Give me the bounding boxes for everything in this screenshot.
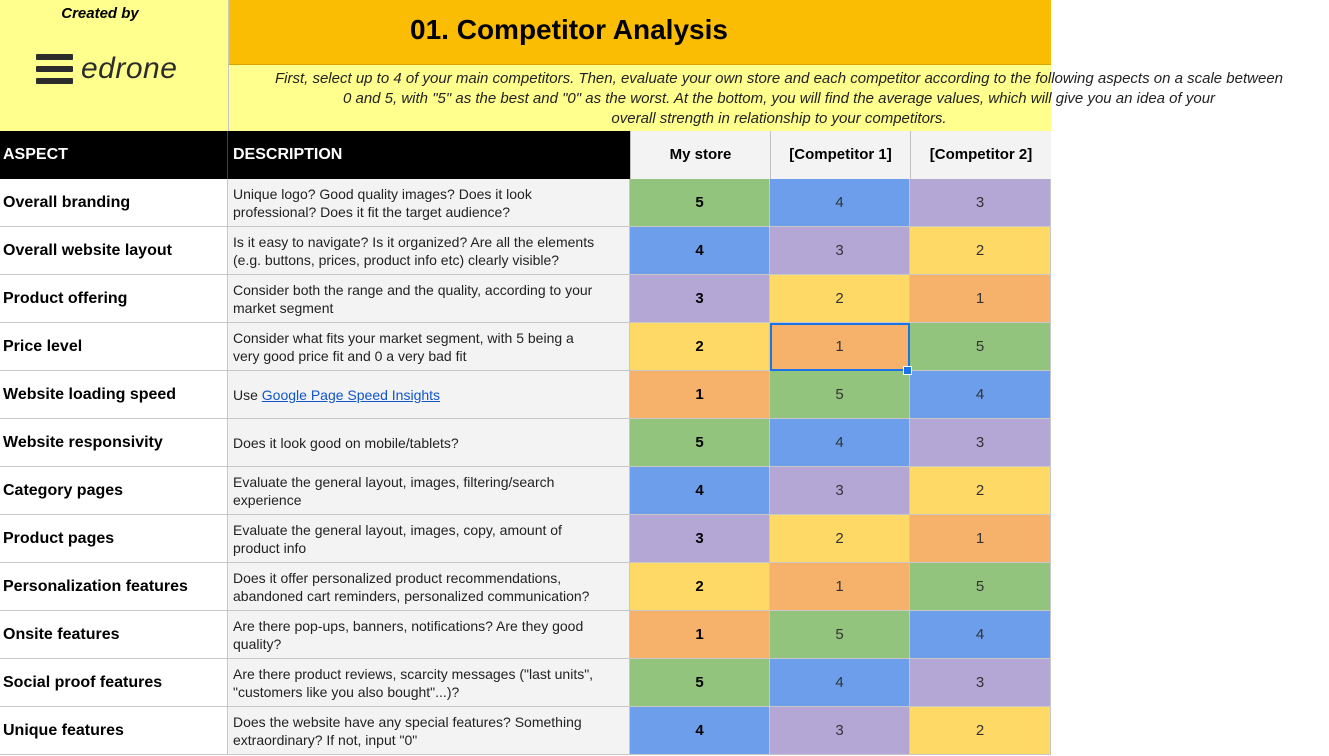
description-line: market segment (233, 300, 334, 316)
competitor-1-score-cell[interactable]: 1 (770, 563, 910, 611)
competitor-2-score-cell[interactable]: 2 (910, 707, 1051, 755)
header-aspect[interactable]: ASPECT (0, 131, 228, 179)
description-line: extraordinary? If not, input "0" (233, 732, 418, 748)
competitor-2-score-cell[interactable]: 4 (910, 371, 1051, 419)
intro-text (229, 69, 1329, 129)
description-cell[interactable] (228, 467, 630, 515)
competitor-2-score-cell[interactable]: 3 (910, 659, 1051, 707)
my-store-score-cell[interactable]: 3 (630, 275, 770, 323)
aspect-cell[interactable]: Website loading speed (0, 371, 228, 419)
competitor-1-score-cell[interactable]: 5 (770, 611, 910, 659)
description-line: quality? (233, 636, 282, 652)
competitor-1-score-cell[interactable]: 4 (770, 659, 910, 707)
my-store-score-cell[interactable]: 5 (630, 179, 770, 227)
description-line: Are there product reviews, scarcity messages ("last units", (233, 666, 594, 682)
table-row (0, 467, 1051, 515)
my-store-score-cell[interactable]: 2 (630, 323, 770, 371)
my-store-score-cell[interactable]: 3 (630, 515, 770, 563)
description-line: Unique logo? Good quality images? Does it look (233, 186, 532, 202)
my-store-score-cell[interactable]: 1 (630, 371, 770, 419)
competitor-2-score-cell[interactable]: 3 (910, 419, 1051, 467)
description-line: very good price fit and 0 a very bad fit (233, 348, 467, 364)
brand-panel (0, 0, 229, 131)
competitor-1-score-cell[interactable]: 3 (770, 227, 910, 275)
aspect-cell[interactable]: Social proof features (0, 659, 228, 707)
description-line: abandoned cart reminders, personalized communication? (233, 588, 590, 604)
description-line: product info (233, 540, 307, 556)
description-line: (e.g. buttons, prices, product info etc) clearly visible? (233, 252, 560, 268)
description-cell[interactable] (228, 659, 630, 707)
table-row (0, 419, 1051, 467)
selection-fill-handle[interactable] (903, 366, 912, 375)
my-store-score-cell[interactable]: 2 (630, 563, 770, 611)
competitor-2-score-cell[interactable]: 2 (910, 467, 1051, 515)
header-my-store[interactable]: My store (630, 131, 770, 179)
table-row (0, 563, 1051, 611)
intro-cell[interactable] (229, 65, 1284, 131)
competitor-1-score-cell[interactable]: 3 (770, 467, 910, 515)
description-line: Evaluate the general layout, images, filtering/search (233, 474, 555, 490)
competitor-1-score-cell[interactable]: 2 (770, 275, 910, 323)
aspect-cell[interactable]: Onsite features (0, 611, 228, 659)
description-cell[interactable] (228, 419, 630, 467)
header-competitor-1[interactable]: [Competitor 1] (770, 131, 910, 179)
description-line: Does it look good on mobile/tablets? (233, 435, 459, 451)
table-row (0, 707, 1051, 755)
table-row (0, 179, 1051, 227)
aspect-cell[interactable]: Product pages (0, 515, 228, 563)
description-cell[interactable] (228, 707, 630, 755)
menu-bars-icon (36, 53, 73, 86)
table-row (0, 323, 1051, 371)
competitor-1-score-cell[interactable]: 4 (770, 179, 910, 227)
description-line: professional? Does it fit the target audience? (233, 204, 511, 220)
aspect-cell[interactable]: Website responsivity (0, 419, 228, 467)
description-cell[interactable] (228, 227, 630, 275)
description-line: experience (233, 492, 302, 508)
intro-line-3: overall strength in relationship to your competitors. (611, 110, 947, 127)
description-cell[interactable] (228, 515, 630, 563)
description-cell[interactable] (228, 611, 630, 659)
aspect-cell[interactable]: Overall branding (0, 179, 228, 227)
page-speed-insights-link[interactable]: Google Page Speed Insights (261, 387, 441, 403)
competitor-2-score-cell[interactable]: 5 (910, 323, 1051, 371)
aspect-cell[interactable]: Product offering (0, 275, 228, 323)
intro-line-1: First, select up to 4 of your main competitors. Then, evaluate your own store and each competitor according to the following aspects on a scale between (274, 70, 1284, 87)
table-row (0, 515, 1051, 563)
description-prefix: Use (233, 387, 262, 403)
description-cell[interactable] (228, 275, 630, 323)
description-cell[interactable] (228, 371, 630, 419)
aspect-cell[interactable]: Overall website layout (0, 227, 228, 275)
description-cell[interactable] (228, 563, 630, 611)
description-line: Evaluate the general layout, images, copy, amount of (233, 522, 562, 538)
competitor-1-score-cell[interactable]: 4 (770, 419, 910, 467)
description-line: Is it easy to navigate? Is it organized? Are all the elements (233, 234, 595, 250)
competitor-2-score-cell[interactable]: 2 (910, 227, 1051, 275)
description-cell[interactable] (228, 323, 630, 371)
competitor-1-score-cell[interactable]: 3 (770, 707, 910, 755)
aspect-cell[interactable]: Personalization features (0, 563, 228, 611)
table-row (0, 371, 1051, 419)
table-row (0, 227, 1051, 275)
aspect-cell[interactable]: Unique features (0, 707, 228, 755)
table-row (0, 275, 1051, 323)
description-cell[interactable] (228, 179, 630, 227)
logo-text: edrone (81, 52, 178, 85)
competitor-2-score-cell[interactable]: 1 (910, 275, 1051, 323)
competitor-2-score-cell[interactable]: 4 (910, 611, 1051, 659)
description-line: Does it offer personalized product recommendations, (233, 570, 562, 586)
competitor-2-score-cell[interactable]: 5 (910, 563, 1051, 611)
my-store-score-cell[interactable]: 4 (630, 227, 770, 275)
created-by-label: Created by (61, 5, 139, 22)
aspect-cell[interactable]: Price level (0, 323, 228, 371)
my-store-score-cell[interactable]: 1 (630, 611, 770, 659)
header-description[interactable]: DESCRIPTION (228, 131, 630, 179)
page-title: 01. Competitor Analysis (410, 14, 728, 45)
competitor-1-score-cell[interactable]: 5 (770, 371, 910, 419)
table-row (0, 659, 1051, 707)
aspect-cell[interactable]: Category pages (0, 467, 228, 515)
my-store-score-cell[interactable]: 5 (630, 659, 770, 707)
description-line: Does the website have any special features? Something (233, 714, 582, 730)
my-store-score-cell[interactable]: 4 (630, 467, 770, 515)
header-competitor-2[interactable]: [Competitor 2] (910, 131, 1051, 179)
competitor-1-score-cell[interactable]: 1 (770, 323, 910, 371)
description-line: Are there pop-ups, banners, notifications? Are they good (233, 618, 584, 634)
my-store-score-cell[interactable]: 5 (630, 419, 770, 467)
intro-line-2: 0 and 5, with "5" as the best and "0" as the worst. At the bottom, you will find the average values, which will give you an idea of your (342, 90, 1216, 107)
edrone-logo (36, 52, 177, 86)
table-row (0, 611, 1051, 659)
competitor-2-score-cell[interactable]: 3 (910, 179, 1051, 227)
description-line: Consider what fits your market segment, with 5 being a (233, 330, 574, 346)
title-cell[interactable] (229, 0, 1051, 65)
competitor-1-score-cell[interactable]: 2 (770, 515, 910, 563)
description-line: "customers like you also bought"...)? (233, 684, 460, 700)
my-store-score-cell[interactable]: 4 (630, 707, 770, 755)
description-line: Consider both the range and the quality, according to your (233, 282, 593, 298)
competitor-2-score-cell[interactable]: 1 (910, 515, 1051, 563)
